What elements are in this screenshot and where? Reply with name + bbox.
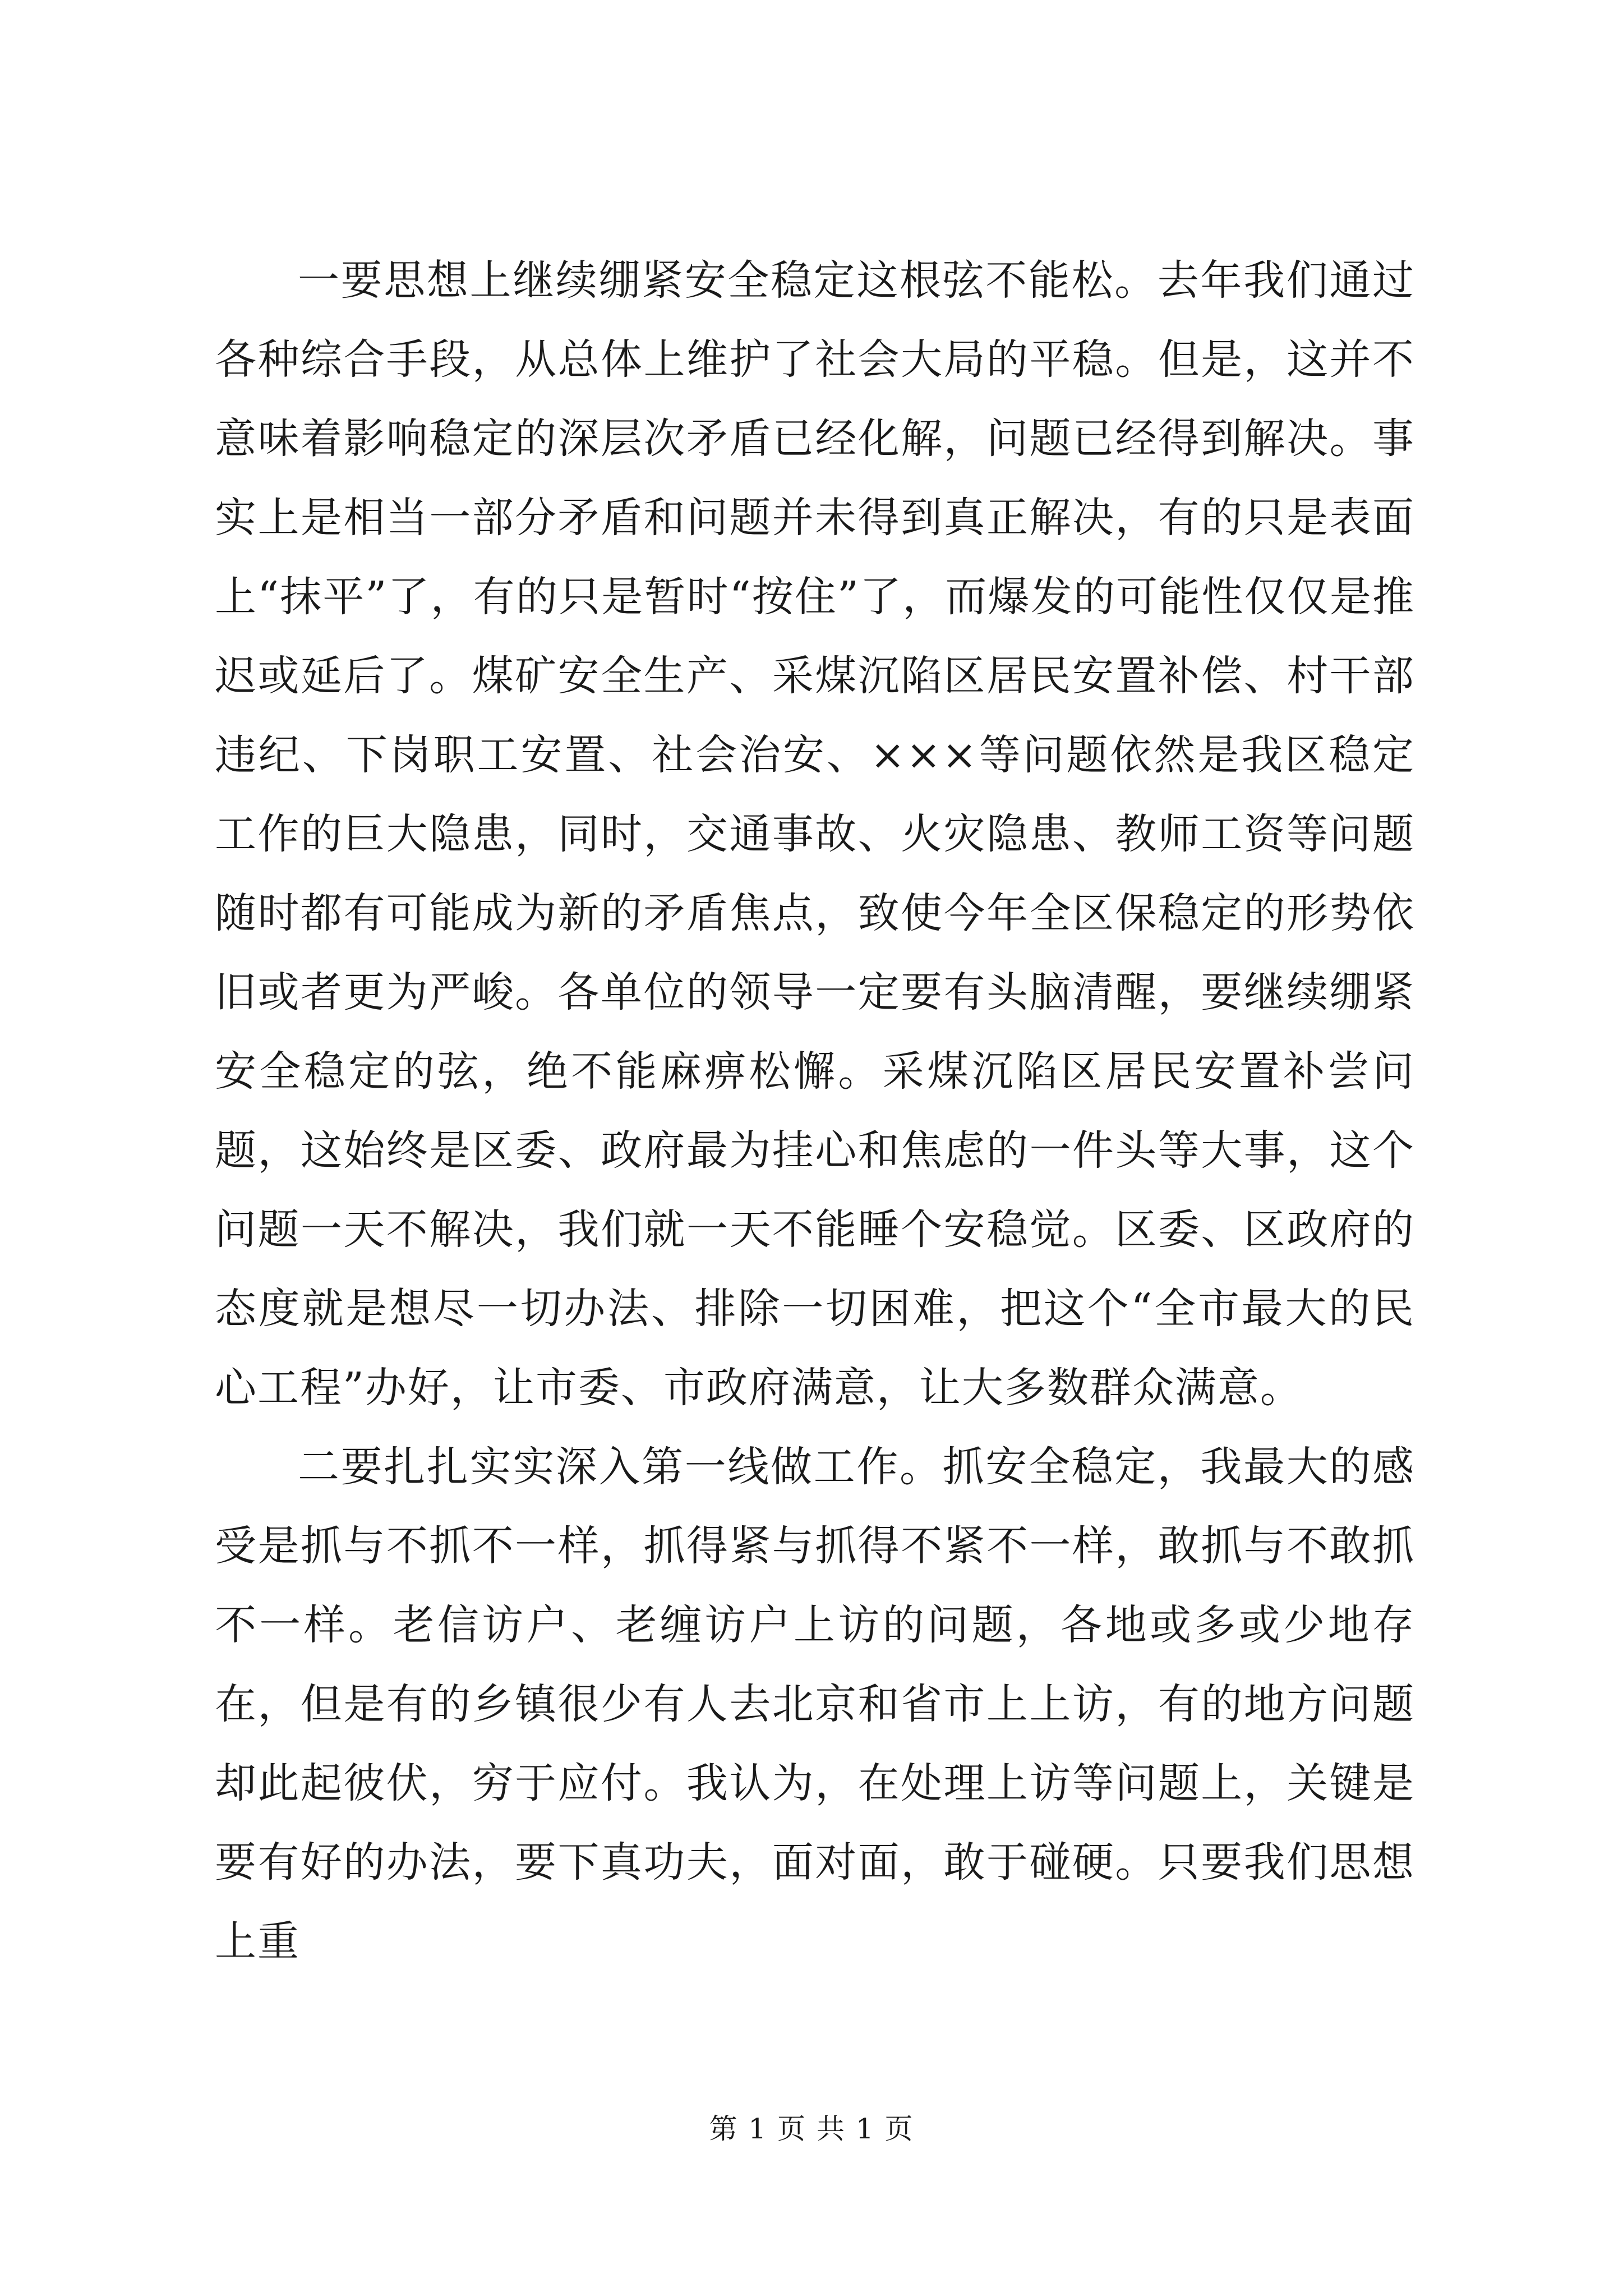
- paragraph-1: 一要思想上继续绷紧安全稳定这根弦不能松。去年我们通过各种综合手段，从总体上维护了社会大局的平稳。但是，这并不意味着影响稳定的深层次矛盾已经化解，问题已经得到解决。事实上是相当一部分矛盾和问题并未得到真正解决，有的只是表面上“抹平”了，有的只是暂时“按住”了，而爆发的可能性仅仅是推迟或延后了。煤矿安全生产、采煤沉陷区居民安置补偿、村干部违纪、下岗职工安置、社会治安、×××等问题依然是我区稳定工作的巨大隐患，同时，交通事故、火灾隐患、教师工资等问题随时都有可能成为新的矛盾焦点，致使今年全区保稳定的形势依旧或者更为严峻。各单位的领导一定要有头脑清醒，要继续绷紧安全稳定的弦，绝不能麻痹松懈。采煤沉陷区居民安置补尝问题，这始终是区委、政府最为挂心和焦虑的一件头等大事，这个问题一天不解决，我们就一天不能睡个安稳觉。区委、区政府的态度就是想尽一切办法、排除一切困难，把这个“全市最大的民心工程”办好，让市委、市政府满意，让大多数群众满意。: [215, 256, 1415, 1412]
- paragraph-2: 二要扎扎实实深入第一线做工作。抓安全稳定，我最大的感受是抓与不抓不一样，抓得紧与抓得不紧不一样，敢抓与不敢抓不一样。老信访户、老缠访户上访的问题，各地或多或少地存在，但是有的乡镇很少有人去北京和省市上上访，有的地方问题却此起彼伏，穷于应付。我认为，在处理上访等问题上，关键是要有好的办法，要下真功夫，面对面，敢于碰硬。只要我们思想上重: [215, 1443, 1415, 1966]
- document-body: [215, 241, 1415, 1981]
- page-footer: 第 1 页 共 1 页: [709, 2113, 914, 2145]
